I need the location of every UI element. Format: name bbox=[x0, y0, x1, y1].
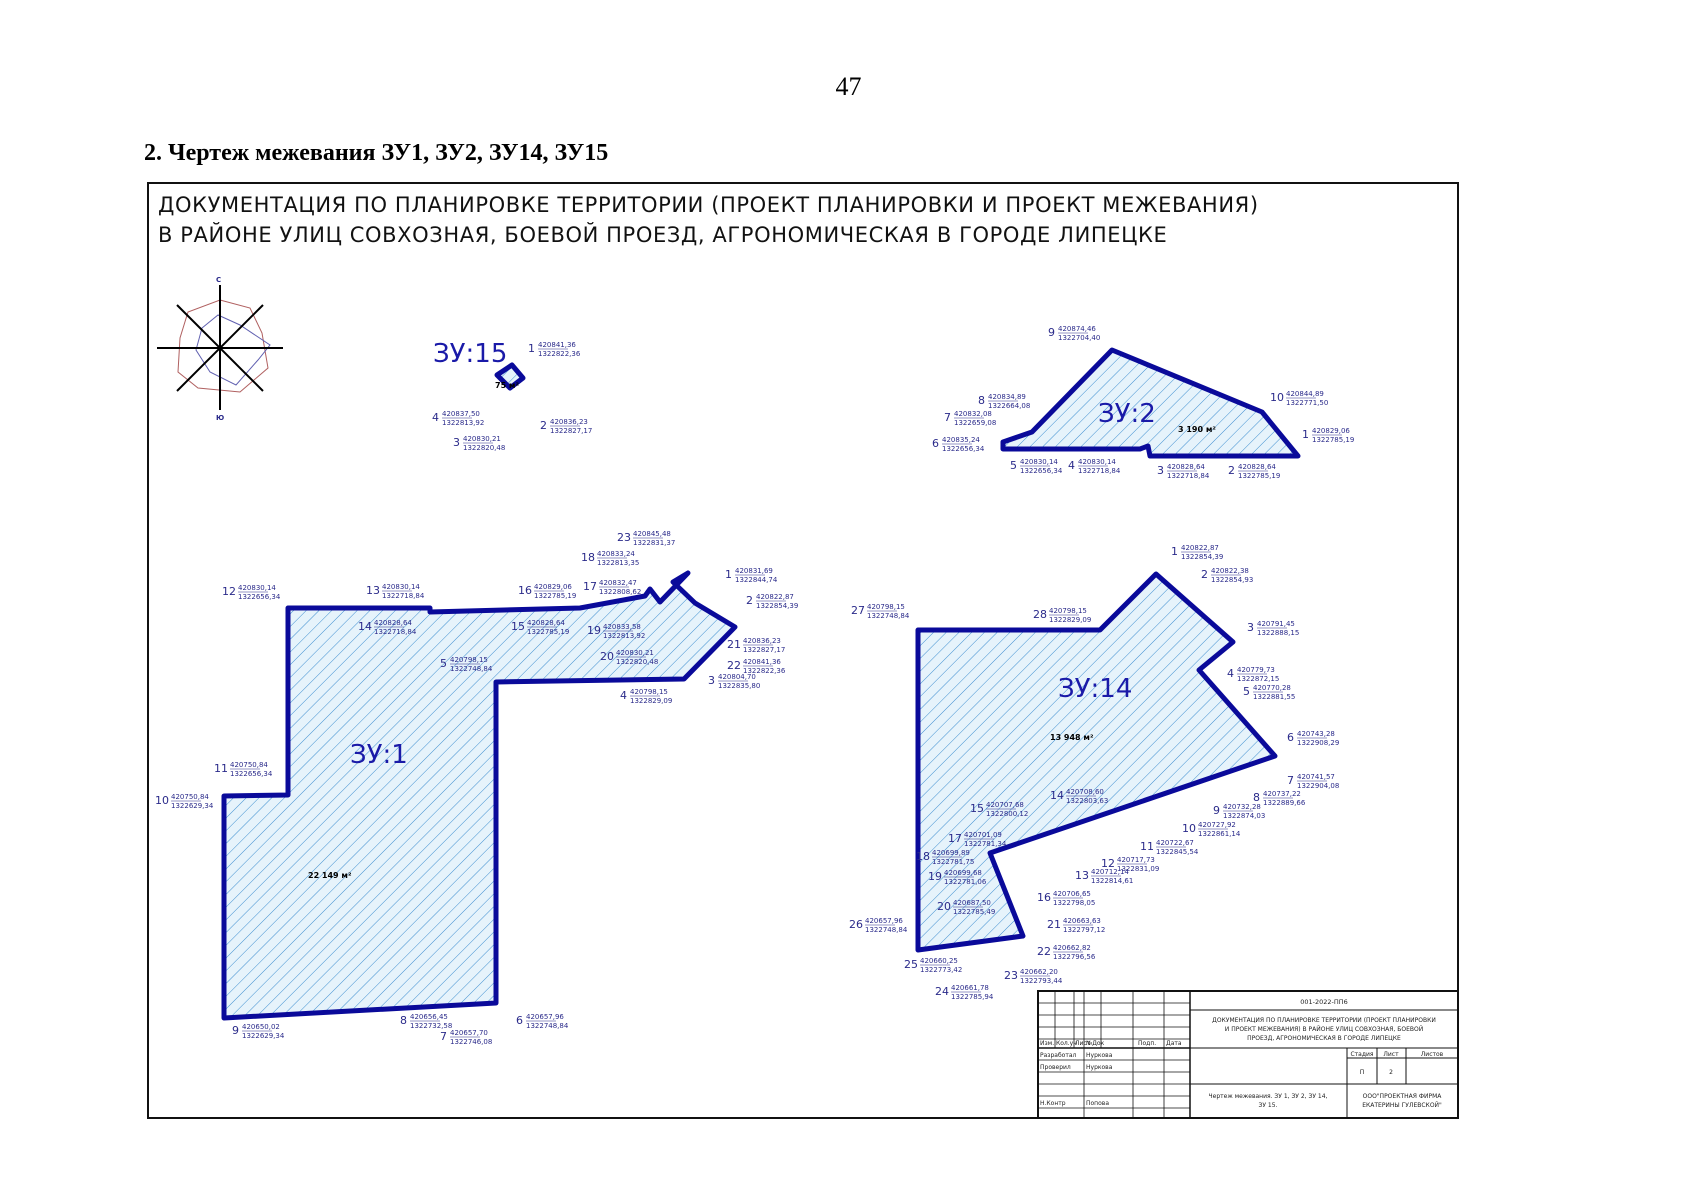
tb-project-line1: ДОКУМЕНТАЦИЯ ПО ПЛАНИРОВКЕ ТЕРРИТОРИИ (ПРОЕКТ ПЛАНИРОВКИ bbox=[1212, 1017, 1436, 1024]
point-x-coordinate: 420832,47 bbox=[599, 579, 637, 587]
point-number: 4 bbox=[432, 411, 439, 424]
point-x-coordinate: 420844,89 bbox=[1286, 390, 1324, 398]
point-x-coordinate: 420828,64 bbox=[527, 619, 565, 627]
boundary-point-label bbox=[1228, 463, 1280, 480]
plot-zu1-area: 22 149 м² bbox=[308, 871, 352, 880]
point-number: 8 bbox=[978, 394, 985, 407]
boundary-point-label bbox=[978, 393, 1030, 410]
point-x-coordinate: 420822,87 bbox=[1181, 544, 1219, 552]
point-x-coordinate: 420830,21 bbox=[616, 649, 654, 657]
boundary-point-label bbox=[1037, 890, 1095, 907]
boundary-point-label bbox=[1033, 607, 1091, 624]
plot-zu15 bbox=[433, 339, 523, 390]
point-y-coordinate: 1322656,34 bbox=[230, 770, 273, 778]
point-y-coordinate: 1322813,35 bbox=[597, 559, 640, 567]
point-x-coordinate: 420804,70 bbox=[718, 673, 756, 681]
boundary-point-label bbox=[1157, 463, 1210, 480]
point-y-coordinate: 1322732,58 bbox=[410, 1022, 453, 1030]
boundary-point-label bbox=[725, 567, 778, 584]
boundary-point-label bbox=[1182, 821, 1241, 838]
boundary-point-label bbox=[1287, 730, 1339, 747]
boundary-point-label bbox=[932, 436, 985, 453]
boundary-point-label bbox=[214, 761, 273, 778]
tb-org-line1: ООО"ПРОЕКТНАЯ ФИРМА bbox=[1362, 1093, 1442, 1100]
point-number: 16 bbox=[518, 584, 532, 597]
point-y-coordinate: 1322854,93 bbox=[1211, 576, 1254, 584]
point-number: 12 bbox=[222, 585, 236, 598]
point-x-coordinate: 420836,23 bbox=[743, 637, 781, 645]
point-y-coordinate: 1322820,48 bbox=[463, 444, 506, 452]
point-y-coordinate: 1322656,34 bbox=[238, 593, 281, 601]
point-x-coordinate: 420732,28 bbox=[1223, 803, 1261, 811]
point-number: 4 bbox=[1227, 667, 1234, 680]
boundary-point-label bbox=[1253, 790, 1306, 807]
point-number: 22 bbox=[727, 659, 741, 672]
point-x-coordinate: 420699,68 bbox=[944, 869, 982, 877]
point-number: 19 bbox=[928, 870, 942, 883]
point-y-coordinate: 1322718,84 bbox=[1078, 467, 1121, 475]
tb-col-sign: Подп. bbox=[1138, 1040, 1157, 1047]
plot-zu2 bbox=[1003, 350, 1298, 456]
point-number: 23 bbox=[1004, 969, 1018, 982]
boundary-point-label bbox=[528, 341, 581, 358]
point-number: 3 bbox=[1157, 464, 1164, 477]
point-y-coordinate: 1322771,50 bbox=[1286, 399, 1329, 407]
point-number: 20 bbox=[937, 900, 951, 913]
point-number: 4 bbox=[620, 689, 627, 702]
boundary-point-label bbox=[944, 410, 996, 427]
plot-zu1-name: ЗУ:1 bbox=[350, 740, 408, 770]
tb-code: 001-2022-ПП6 bbox=[1300, 998, 1348, 1006]
point-x-coordinate: 420779,73 bbox=[1237, 666, 1275, 674]
point-number: 14 bbox=[358, 620, 372, 633]
tb-name-normcontrol: Попова bbox=[1086, 1100, 1109, 1107]
point-number: 1 bbox=[1302, 428, 1309, 441]
point-y-coordinate: 1322781,34 bbox=[964, 840, 1007, 848]
point-number: 5 bbox=[440, 657, 447, 670]
point-x-coordinate: 420835,24 bbox=[942, 436, 980, 444]
point-y-coordinate: 1322785,19 bbox=[527, 628, 570, 636]
point-y-coordinate: 1322827,17 bbox=[550, 427, 593, 435]
point-x-coordinate: 420656,45 bbox=[410, 1013, 448, 1021]
point-number: 2 bbox=[1228, 464, 1235, 477]
point-x-coordinate: 420743,28 bbox=[1297, 730, 1335, 738]
point-x-coordinate: 420717,73 bbox=[1117, 856, 1155, 864]
point-x-coordinate: 420737,22 bbox=[1263, 790, 1301, 798]
boundary-point-label bbox=[1201, 567, 1253, 584]
point-y-coordinate: 1322831,37 bbox=[633, 539, 676, 547]
point-number: 2 bbox=[1201, 568, 1208, 581]
point-x-coordinate: 420822,87 bbox=[756, 593, 794, 601]
point-y-coordinate: 1322748,84 bbox=[450, 665, 493, 673]
point-number: 9 bbox=[232, 1024, 239, 1037]
point-y-coordinate: 1322718,84 bbox=[382, 592, 425, 600]
tb-sheet-value: 2 bbox=[1389, 1069, 1393, 1076]
point-y-coordinate: 1322748,84 bbox=[526, 1022, 569, 1030]
point-x-coordinate: 420830,21 bbox=[463, 435, 501, 443]
point-x-coordinate: 420798,15 bbox=[1049, 607, 1087, 615]
point-number: 1 bbox=[725, 568, 732, 581]
boundary-point-label bbox=[727, 637, 785, 654]
point-number: 26 bbox=[849, 918, 863, 931]
point-number: 9 bbox=[1213, 804, 1220, 817]
point-y-coordinate: 1322829,09 bbox=[630, 697, 673, 705]
point-number: 11 bbox=[1140, 840, 1154, 853]
point-number: 15 bbox=[511, 620, 525, 633]
point-number: 15 bbox=[970, 802, 984, 815]
point-x-coordinate: 420657,96 bbox=[526, 1013, 564, 1021]
boundary-point-label bbox=[1047, 917, 1105, 934]
point-x-coordinate: 420833,24 bbox=[597, 550, 635, 558]
boundary-point-label bbox=[851, 603, 910, 620]
plot-zu15-name: ЗУ:15 bbox=[433, 339, 508, 369]
point-y-coordinate: 1322872,15 bbox=[1237, 675, 1280, 683]
point-y-coordinate: 1322844,74 bbox=[735, 576, 778, 584]
point-number: 21 bbox=[1047, 918, 1061, 931]
plot-zu2-name: ЗУ:2 bbox=[1098, 399, 1156, 429]
point-y-coordinate: 1322904,08 bbox=[1297, 782, 1340, 790]
point-x-coordinate: 420831,69 bbox=[735, 567, 773, 575]
boundary-point-label bbox=[904, 957, 962, 974]
point-x-coordinate: 420829,06 bbox=[534, 583, 572, 591]
point-y-coordinate: 1322748,84 bbox=[867, 612, 910, 620]
boundary-point-label bbox=[1287, 773, 1339, 790]
point-number: 17 bbox=[948, 832, 962, 845]
boundary-point-label bbox=[935, 984, 994, 1001]
boundary-point-label bbox=[1270, 390, 1328, 407]
point-number: 10 bbox=[1182, 822, 1196, 835]
point-x-coordinate: 420841,36 bbox=[538, 341, 576, 349]
plot-zu14-name: ЗУ:14 bbox=[1058, 674, 1133, 704]
point-y-coordinate: 1322854,39 bbox=[756, 602, 799, 610]
point-number: 1 bbox=[1171, 545, 1178, 558]
boundary-point-label bbox=[432, 410, 484, 427]
point-number: 6 bbox=[1287, 731, 1294, 744]
point-number: 19 bbox=[587, 624, 601, 637]
point-number: 5 bbox=[1243, 685, 1250, 698]
boundary-point-label bbox=[620, 688, 672, 705]
point-x-coordinate: 420708,60 bbox=[1066, 788, 1104, 796]
point-x-coordinate: 420841,36 bbox=[743, 658, 781, 666]
boundary-point-label bbox=[1075, 868, 1133, 885]
point-x-coordinate: 420657,96 bbox=[865, 917, 903, 925]
point-y-coordinate: 1322718,84 bbox=[374, 628, 417, 636]
point-y-coordinate: 1322803,63 bbox=[1066, 797, 1109, 805]
point-number: 14 bbox=[1050, 789, 1064, 802]
point-number: 7 bbox=[440, 1030, 447, 1043]
boundary-point-label bbox=[1247, 620, 1299, 637]
point-y-coordinate: 1322659,08 bbox=[954, 419, 997, 427]
point-number: 1 bbox=[528, 342, 535, 355]
compass-south-label: Ю bbox=[216, 414, 225, 422]
boundary-point-label bbox=[1048, 325, 1100, 342]
point-number: 24 bbox=[935, 985, 949, 998]
tb-col-sheet: Лист bbox=[1075, 1040, 1091, 1047]
point-x-coordinate: 420837,50 bbox=[442, 410, 480, 418]
point-y-coordinate: 1322704,40 bbox=[1058, 334, 1101, 342]
tb-stage-value: П bbox=[1359, 1069, 1365, 1076]
tb-sheets-header: Листов bbox=[1420, 1051, 1444, 1058]
point-x-coordinate: 420750,84 bbox=[171, 793, 209, 801]
drawing-title-line2: В РАЙОНЕ УЛИЦ СОВХОЗНАЯ, БОЕВОЙ ПРОЕЗД, АГРОНОМИЧЕСКАЯ В ГОРОДЕ ЛИПЕЦКЕ bbox=[158, 223, 1168, 247]
boundary-point-label bbox=[1068, 458, 1121, 475]
boundary-point-label bbox=[617, 530, 675, 547]
point-number: 11 bbox=[214, 762, 228, 775]
point-number: 13 bbox=[1075, 869, 1089, 882]
point-x-coordinate: 420791,45 bbox=[1257, 620, 1295, 628]
point-x-coordinate: 420830,14 bbox=[1078, 458, 1116, 466]
compass-rose-icon bbox=[157, 276, 283, 422]
point-y-coordinate: 1322785,94 bbox=[951, 993, 994, 1001]
tb-project-line2: И ПРОЕКТ МЕЖЕВАНИЯ) В РАЙОНЕ УЛИЦ СОВХОЗНАЯ, БОЕВОЙ bbox=[1224, 1026, 1424, 1033]
point-number: 13 bbox=[366, 584, 380, 597]
boundary-point-label bbox=[440, 1029, 492, 1046]
point-y-coordinate: 1322820,48 bbox=[616, 658, 659, 666]
point-x-coordinate: 420828,64 bbox=[1167, 463, 1205, 471]
point-y-coordinate: 1322785,19 bbox=[1312, 436, 1355, 444]
tb-col-doc: №Док bbox=[1086, 1040, 1105, 1047]
point-x-coordinate: 420830,14 bbox=[238, 584, 276, 592]
boundary-point-label bbox=[1302, 427, 1354, 444]
boundary-point-label bbox=[1140, 839, 1199, 856]
boundary-point-label bbox=[1213, 803, 1265, 820]
point-y-coordinate: 1322781,75 bbox=[932, 858, 975, 866]
tb-role-checker: Проверил bbox=[1040, 1064, 1071, 1071]
point-number: 10 bbox=[1270, 391, 1284, 404]
point-x-coordinate: 420770,28 bbox=[1253, 684, 1291, 692]
point-x-coordinate: 420661,78 bbox=[951, 984, 989, 992]
point-x-coordinate: 420750,84 bbox=[230, 761, 268, 769]
point-y-coordinate: 1322813,92 bbox=[442, 419, 485, 427]
point-x-coordinate: 420830,14 bbox=[1020, 458, 1058, 466]
tb-col-date: Дата bbox=[1166, 1040, 1182, 1047]
point-y-coordinate: 1322822,36 bbox=[743, 667, 786, 675]
point-number: 27 bbox=[851, 604, 865, 617]
plot-zu14-area: 13 948 м² bbox=[1050, 733, 1094, 742]
point-x-coordinate: 420828,64 bbox=[1238, 463, 1276, 471]
section-heading: 2. Чертеж межевания ЗУ1, ЗУ2, ЗУ14, ЗУ15 bbox=[144, 140, 609, 166]
point-x-coordinate: 420798,15 bbox=[450, 656, 488, 664]
boundary-point-label bbox=[1004, 968, 1063, 985]
point-number: 8 bbox=[400, 1014, 407, 1027]
point-x-coordinate: 420712,14 bbox=[1091, 868, 1129, 876]
point-x-coordinate: 420660,25 bbox=[920, 957, 958, 965]
boundary-point-label bbox=[581, 550, 639, 567]
boundary-point-label bbox=[708, 673, 760, 690]
boundary-point-label bbox=[155, 793, 214, 810]
boundary-point-label bbox=[849, 917, 908, 934]
point-y-coordinate: 1322664,08 bbox=[988, 402, 1031, 410]
point-y-coordinate: 1322808,62 bbox=[599, 588, 642, 596]
point-y-coordinate: 1322889,66 bbox=[1263, 799, 1306, 807]
point-y-coordinate: 1322861,14 bbox=[1198, 830, 1241, 838]
point-number: 6 bbox=[932, 437, 939, 450]
page-number: 47 bbox=[835, 72, 862, 101]
point-number: 9 bbox=[1048, 326, 1055, 339]
point-y-coordinate: 1322781,06 bbox=[944, 878, 987, 886]
tb-role-developer: Разработал bbox=[1040, 1052, 1077, 1059]
point-x-coordinate: 420798,15 bbox=[867, 603, 905, 611]
point-number: 2 bbox=[746, 594, 753, 607]
point-x-coordinate: 420707,68 bbox=[986, 801, 1024, 809]
point-x-coordinate: 420874,46 bbox=[1058, 325, 1096, 333]
plot-zu1 bbox=[224, 573, 735, 1018]
point-x-coordinate: 420657,70 bbox=[450, 1029, 488, 1037]
point-x-coordinate: 420687,50 bbox=[953, 899, 991, 907]
tb-sheet-title-line1: Чертеж межевания. ЗУ 1, ЗУ 2, ЗУ 14, bbox=[1208, 1093, 1328, 1100]
point-x-coordinate: 420830,14 bbox=[382, 583, 420, 591]
point-y-coordinate: 1322656,34 bbox=[942, 445, 985, 453]
point-y-coordinate: 1322881,55 bbox=[1253, 693, 1296, 701]
point-number: 25 bbox=[904, 958, 918, 971]
point-y-coordinate: 1322888,15 bbox=[1257, 629, 1300, 637]
point-number: 3 bbox=[1247, 621, 1254, 634]
point-x-coordinate: 420836,23 bbox=[550, 418, 588, 426]
boundary-point-label bbox=[583, 579, 641, 596]
point-number: 21 bbox=[727, 638, 741, 651]
point-number: 16 bbox=[1037, 891, 1051, 904]
point-x-coordinate: 420650,02 bbox=[242, 1023, 280, 1031]
point-x-coordinate: 420741,57 bbox=[1297, 773, 1335, 781]
point-number: 17 bbox=[583, 580, 597, 593]
point-x-coordinate: 420845,48 bbox=[633, 530, 671, 538]
point-x-coordinate: 420828,64 bbox=[374, 619, 412, 627]
point-y-coordinate: 1322908,29 bbox=[1297, 739, 1340, 747]
point-y-coordinate: 1322785,19 bbox=[1238, 472, 1281, 480]
point-number: 28 bbox=[1033, 608, 1047, 621]
point-number: 20 bbox=[600, 650, 614, 663]
tb-name-checker: Нуркова bbox=[1086, 1064, 1113, 1071]
boundary-point-label bbox=[746, 593, 798, 610]
point-x-coordinate: 420834,89 bbox=[988, 393, 1026, 401]
title-block bbox=[1038, 991, 1458, 1118]
point-number: 18 bbox=[916, 850, 930, 863]
point-x-coordinate: 420727,92 bbox=[1198, 821, 1236, 829]
point-y-coordinate: 1322718,84 bbox=[1167, 472, 1210, 480]
tb-col-change: Изм. bbox=[1040, 1040, 1055, 1047]
point-number: 5 bbox=[1010, 459, 1017, 472]
boundary-point-label bbox=[222, 584, 281, 601]
boundary-point-label bbox=[516, 1013, 569, 1030]
point-y-coordinate: 1322656,34 bbox=[1020, 467, 1063, 475]
point-number: 3 bbox=[453, 436, 460, 449]
tb-role-normcontrol: Н.Контр bbox=[1040, 1100, 1066, 1107]
point-y-coordinate: 1322629,34 bbox=[171, 802, 214, 810]
point-y-coordinate: 1322629,34 bbox=[242, 1032, 285, 1040]
point-x-coordinate: 420722,67 bbox=[1156, 839, 1194, 847]
plot-zu14 bbox=[918, 574, 1275, 950]
point-y-coordinate: 1322793,44 bbox=[1020, 977, 1063, 985]
tb-sheet-header: Лист bbox=[1383, 1051, 1399, 1058]
point-y-coordinate: 1322773,42 bbox=[920, 966, 963, 974]
boundary-point-label bbox=[1227, 666, 1279, 683]
boundary-point-label bbox=[1171, 544, 1223, 561]
tb-sheet-title-line2: ЗУ 15. bbox=[1258, 1102, 1278, 1109]
point-y-coordinate: 1322746,08 bbox=[450, 1038, 493, 1046]
point-number: 7 bbox=[1287, 774, 1294, 787]
point-y-coordinate: 1322829,09 bbox=[1049, 616, 1092, 624]
point-number: 6 bbox=[516, 1014, 523, 1027]
tb-name-developer: Нуркова bbox=[1086, 1052, 1113, 1059]
boundary-point-label bbox=[518, 583, 576, 600]
point-x-coordinate: 420662,82 bbox=[1053, 944, 1091, 952]
point-y-coordinate: 1322785,49 bbox=[953, 908, 996, 916]
point-y-coordinate: 1322845,54 bbox=[1156, 848, 1199, 856]
boundary-point-label bbox=[1010, 458, 1063, 475]
point-x-coordinate: 420662,20 bbox=[1020, 968, 1058, 976]
boundary-point-label bbox=[540, 418, 592, 435]
point-number: 12 bbox=[1101, 857, 1115, 870]
point-y-coordinate: 1322874,03 bbox=[1223, 812, 1266, 820]
point-x-coordinate: 420832,08 bbox=[954, 410, 992, 418]
boundary-point-label bbox=[1243, 684, 1295, 701]
plot-zu15-area: 75 м² bbox=[495, 381, 519, 390]
point-number: 23 bbox=[617, 531, 631, 544]
plot-zu1-boundary bbox=[224, 573, 735, 1018]
point-y-coordinate: 1322835,80 bbox=[718, 682, 761, 690]
plot-zu14-boundary bbox=[918, 574, 1275, 950]
point-y-coordinate: 1322813,92 bbox=[603, 632, 646, 640]
boundary-point-label bbox=[453, 435, 505, 452]
point-x-coordinate: 420701,09 bbox=[964, 831, 1002, 839]
point-number: 7 bbox=[944, 411, 951, 424]
point-y-coordinate: 1322785,19 bbox=[534, 592, 577, 600]
drawing-title-line1: ДОКУМЕНТАЦИЯ ПО ПЛАНИРОВКЕ ТЕРРИТОРИИ (ПРОЕКТ ПЛАНИРОВКИ И ПРОЕКТ МЕЖЕВАНИЯ) bbox=[158, 193, 1259, 217]
point-number: 8 bbox=[1253, 791, 1260, 804]
point-number: 22 bbox=[1037, 945, 1051, 958]
point-y-coordinate: 1322800,12 bbox=[986, 810, 1029, 818]
compass-north-label: С bbox=[216, 276, 222, 284]
point-x-coordinate: 420699,89 bbox=[932, 849, 970, 857]
point-y-coordinate: 1322814,61 bbox=[1091, 877, 1134, 885]
tb-org-line2: ЕКАТЕРИНЫ ГУЛЕВСКОЙ" bbox=[1362, 1102, 1442, 1109]
point-x-coordinate: 420798,15 bbox=[630, 688, 668, 696]
boundary-point-label bbox=[232, 1023, 285, 1040]
tb-project-line3: ПРОЕЗД, АГРОНОМИЧЕСКАЯ В ГОРОДЕ ЛИПЕЦКЕ bbox=[1247, 1035, 1401, 1042]
point-number: 4 bbox=[1068, 459, 1075, 472]
point-number: 2 bbox=[540, 419, 547, 432]
point-y-coordinate: 1322854,39 bbox=[1181, 553, 1224, 561]
point-number: 18 bbox=[581, 551, 595, 564]
tb-stage-header: Стадия bbox=[1350, 1051, 1374, 1058]
point-y-coordinate: 1322797,12 bbox=[1063, 926, 1106, 934]
point-number: 3 bbox=[708, 674, 715, 687]
point-number: 10 bbox=[155, 794, 169, 807]
boundary-point-label bbox=[366, 583, 425, 600]
point-y-coordinate: 1322831,09 bbox=[1117, 865, 1160, 873]
point-x-coordinate: 420706,65 bbox=[1053, 890, 1091, 898]
point-y-coordinate: 1322798,05 bbox=[1053, 899, 1096, 907]
boundary-point-label bbox=[400, 1013, 452, 1030]
point-y-coordinate: 1322796,56 bbox=[1053, 953, 1096, 961]
point-y-coordinate: 1322748,84 bbox=[865, 926, 908, 934]
tb-col-qty: Кол.уч bbox=[1056, 1040, 1077, 1047]
point-y-coordinate: 1322827,17 bbox=[743, 646, 786, 654]
point-x-coordinate: 420833,58 bbox=[603, 623, 641, 631]
point-x-coordinate: 420822,38 bbox=[1211, 567, 1249, 575]
point-x-coordinate: 420829,06 bbox=[1312, 427, 1350, 435]
point-x-coordinate: 420663,63 bbox=[1063, 917, 1101, 925]
boundary-point-label bbox=[1037, 944, 1096, 961]
plot-zu2-area: 3 190 м² bbox=[1178, 425, 1216, 434]
point-y-coordinate: 1322822,36 bbox=[538, 350, 581, 358]
